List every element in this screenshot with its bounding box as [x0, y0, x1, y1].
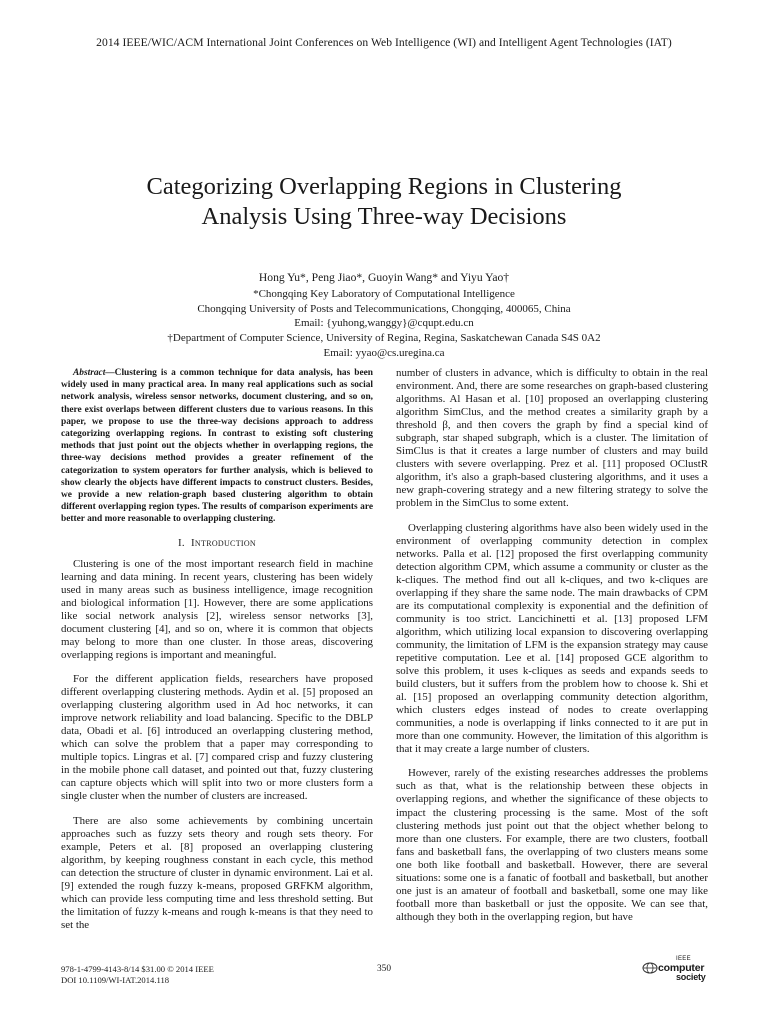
logo-society-text: society	[676, 972, 706, 982]
doi-line: DOI 10.1109/WI-IAT.2014.118	[61, 975, 170, 985]
logo-computer-text: computer	[658, 962, 705, 974]
affiliation-2: Chongqing University of Posts and Telecommunications, Chongqing, 400065, China	[197, 302, 571, 315]
author-names: Hong Yu*, Peng Jiao*, Guoyin Wang* and Yiyu Yao†	[258, 271, 510, 284]
abstract-label: Abstract	[73, 368, 106, 378]
affiliation-1: *Chongqing Key Laboratory of Computational Intelligence	[253, 287, 515, 300]
page-number: 350	[376, 964, 392, 974]
abstract	[61, 367, 373, 526]
section-number: I.	[178, 536, 185, 549]
left-column	[61, 367, 373, 943]
email-2: Email: yyao@cs.uregina.ca	[323, 346, 445, 359]
computer-society-logo	[640, 956, 712, 982]
paragraph: For the different application fields, researchers have proposed different overlapping clustering methods. Aydin et al. [5] proposed an overlapping clustering algorithm used in Ad hoc networks, it can improve network reliability and load balancing. Specific to the DBLP data, Obadi et al. [6] introduced an overlapping clustering method, which can solve the problem that a paper may corresponding to multiple topics. Lingras et al. [7] compared crisp and fuzzy clustering in the mobile phone call dataset, and pointed out that, fuzzy clustering can capture objects which will split into two or more clusters form a single cluster when the number of clusters are increased.	[61, 673, 373, 803]
title-line-2: Analysis Using Three-way Decisions	[201, 203, 567, 230]
title-line-1: Categorizing Overlapping Regions in Clustering	[146, 173, 622, 200]
paper-title	[40, 172, 728, 232]
abstract-text: —Clustering is a common technique for data analysis, has been widely used in many practical area. In many real applications such as social network analysis, wireless sensor networks, document clustering, and so on, there exist overlaps between different clusters due to various reasons. In this paper, we propose to use the three-way decisions approach to address categorizing overlapping regions. In contrast to existing soft clustering methods that just point out the objects whether in overlapping regions, the three-way decisions method provides a greater refinement of the categorization to system operators for further analysis, which is believed to show clearly the objects have different impacts to construct clusters. Besides, we provide a new relation-graph based clustering algorithm to obtain different overlapping region types. The results of comparison experiments are better and more reasonable to overlapping clustering.	[61, 368, 373, 525]
email-1: Email: {yuhong,wanggy}@cqupt.edu.cn	[294, 317, 474, 330]
paragraph: Clustering is one of the most important research field in machine learning and data mining. In recent years, clustering has been widely used in many areas such as business intelligence, image recognition and biological information [1]. However, there are some applications like social network analysis [2], wireless sensor networks [3], document clustering [4], and so on, where it is common that objects may belong to more than one cluster. In those areas, discovering overlapping regions is important and meaningful.	[61, 557, 373, 662]
paragraph: There are also some achievements by combining uncertain approaches such as fuzzy sets theory and rough sets theory. For example, Peters et al. [8] proposed an overlapping clustering algorithm, by keeping roughness constant in each cycle, this method can detection the structure of cluster in dynamic environment. Lai et al. [9] extended the rough fuzzy k-means, proposed GRFKM algorithm, which can provide less computing time and less threshold setting. But the limitation of fuzzy k-means and rough k-means is that they need to set the	[61, 814, 373, 931]
author-block	[40, 271, 728, 361]
isbn-line: 978-1-4799-4143-8/14 $31.00 © 2014 IEEE	[61, 964, 214, 974]
paragraph: Overlapping clustering algorithms have also been widely used in the environment of overlapping community detection in complex networks. Palla et al. [12] proposed the first overlapping community detection algorithm CPM, which assume a community or cluster as the k-cliques. The method find out all k-cliques, and two k-cliques are overlapping if they share the same node. The main drawbacks of CPM are its computational complexity is exponential and the definition of community is too strict. Lancichinetti et al. [13] proposed LFM algorithm, which utilizing local expansion to discovering overlapping community, the limitation of LFM is the expansion strategy may cause repetitive computation. Lee et al. [14] proposed GCE algorithm to solve this problem, it uses k-cliques as seeds and expands seeds to build clusters, but it suffers from the problem how to choose k. Shi et al. [15] proposed an overlapping community detection algorithm, which clusters edges instead of nodes to create overlapping communities, a node is overlapping if links connected to it are put in more than one community. However, the limitation of this algorithm is that it may create a large number of clusters.	[396, 521, 708, 756]
logo-ieee-text: IEEE	[676, 956, 691, 962]
section-heading	[61, 537, 373, 550]
paragraph: number of clusters in advance, which is difficulty to obtain in the real environment. And, there are some researches on graph-based clustering algorithms. Al Hasan et al. [10] proposed an overlapping clustering algorithm SimClus, and the method creates a similarity graph by a threshold β, and then covers the graph by find a special kind of subgraph, star shaped subgraph, which is a cluster. The limitation of SimClus is that it creates a large number of clusters and may build clusters with severe overlapping. Prez et al. [11] proposed OClustR algorithm, it's also a graph-based clustering algorithms, and it uses a new graph-covering strategy and a new filtering strategy to solve the problem in the SimClus to some extent.	[396, 367, 708, 510]
conference-header: 2014 IEEE/WIC/ACM International Joint Conferences on Web Intelligence (WI) and Intelligent Agent Technologies (IAT)	[96, 36, 672, 49]
right-column	[396, 367, 708, 935]
section-title: Introduction	[191, 536, 256, 549]
paragraph: However, rarely of the existing researches addresses the problems such as that, what is the relationship between these objects in overlapping regions, and whether the significance of these objects to impact the clustering processing is the same. Most of the soft clustering methods just point out that the object whether belong to more than one clusters. For example, there are two clusters, football fans and basketball fans, the overlapping of two clusters means some one both like football and basketball. However, there are several situations: some one is a fanatic of football and basketball, but another one just is an amateur of football and basketball, some one may like football more than basketball or just the opposite. We can see that, although they both in the overlapping region, but have	[396, 767, 708, 923]
affiliation-3: †Department of Computer Science, University of Regina, Regina, Saskatchewan Canada S4S 0A2	[167, 332, 601, 345]
globe-icon	[642, 962, 658, 974]
